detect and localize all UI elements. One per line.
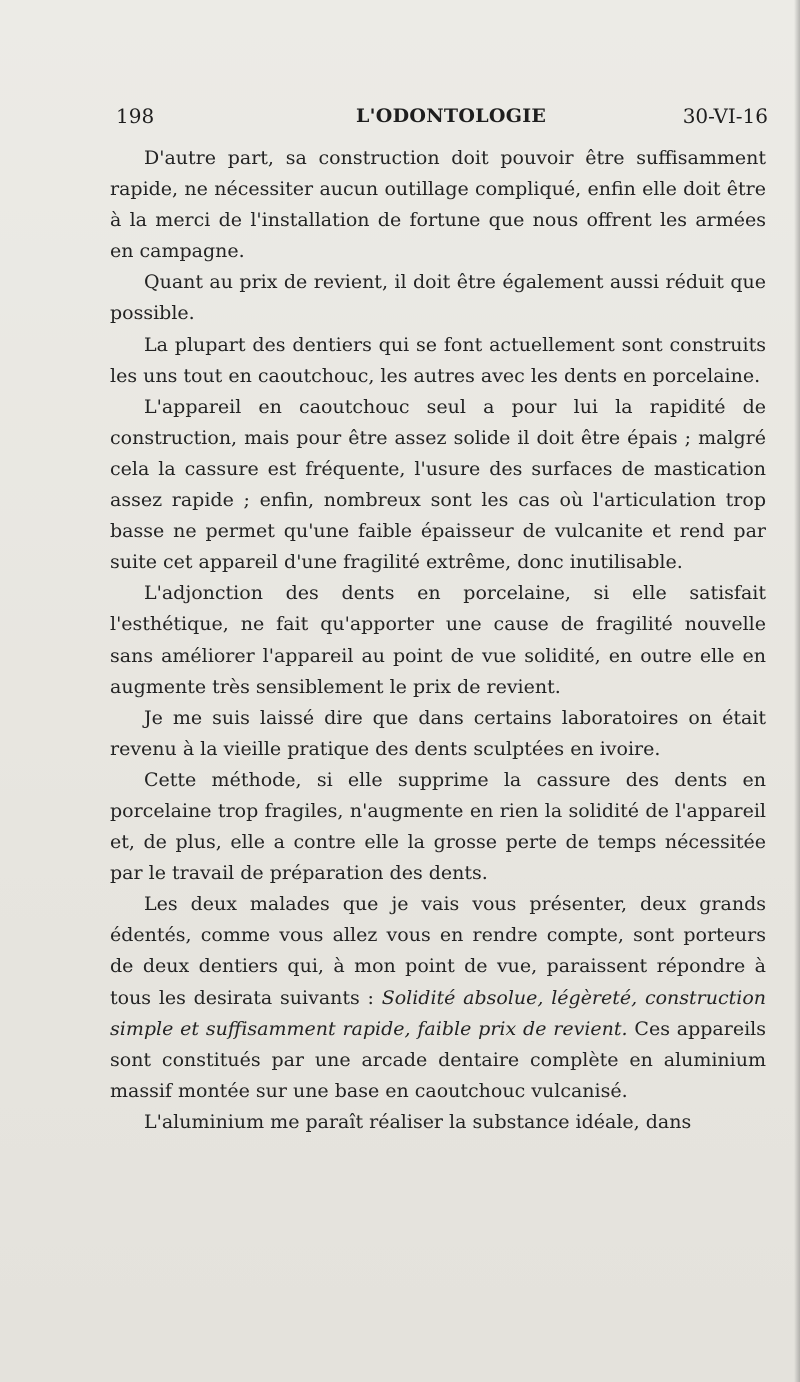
paragraph-text: Les deux malades que je vais vous présenter, deux grands édentés, comme vous allez vous en rendre compte, sont porteurs de deux dentiers qui, à mon point de vue, paraissent répondre à tous les desirata suivants : xyxy=(110,893,766,1009)
paragraph: Cette méthode, si elle supprime la cassure des dents en porcelaine trop fragiles, n'augmente en rien la solidité de l'appareil et, de plus, elle a contre elle la grosse perte de temps nécessitée par le travail de préparation des dents. xyxy=(110,768,766,885)
paragraph: D'autre part, sa construction doit pouvoir être suffisamment rapide, ne nécessiter aucun outillage compliqué, enfin elle doit être à la merci de l'installation de fortune que nous offrent les armées en campagne. xyxy=(110,147,766,263)
paragraph-text: Ces appareils sont constitués par une arcade dentaire complète en aluminium massif montée sur une base en caoutchouc vulcanisé. xyxy=(110,1017,766,1102)
paragraph-with-italics xyxy=(110,889,766,1107)
paragraph: La plupart des dentiers qui se font actuellement sont construits les uns tout en caoutchouc, les autres avec les dents en porcelaine. xyxy=(110,333,766,387)
journal-title: L'ODONTOLOGIE xyxy=(356,105,547,127)
italic-criteria: Solidité absolue, légèreté, construction simple et suffisamment rapide, faible prix de revient. xyxy=(110,986,766,1040)
page-edge-shadow xyxy=(794,0,800,1382)
paragraph: L'appareil en caoutchouc seul a pour lui la rapidité de construction, mais pour être assez solide il doit être épais ; malgré cela la cassure est fréquente, l'usure des surfaces de mastication assez rapide ; enfin, nombreux sont les cas où l'articulation trop basse ne permet qu'une faible épaisseur de vulcanite et rend par suite cet appareil d'une fragilité extrême, donc inutilisable. xyxy=(110,395,766,574)
issue-date: 30-VI-16 xyxy=(682,104,768,128)
running-header xyxy=(116,104,768,134)
page-number: 198 xyxy=(116,104,155,128)
paragraph: Je me suis laissé dire que dans certains laboratoires on était revenu à la vieille pratique des dents sculptées en ivoire. xyxy=(110,706,766,760)
paragraph: L'adjonction des dents en porcelaine, si elle satisfait l'esthétique, ne fait qu'apporter une cause de fragilité nouvelle sans améliorer l'appareil au point de vue solidité, en outre elle en augmente très sensiblement le prix de revient. xyxy=(110,582,766,698)
paragraph: Quant au prix de revient, il doit être également aussi réduit que possible. xyxy=(110,271,766,325)
paragraph: L'aluminium me paraît réaliser la substance idéale, dans xyxy=(144,1110,692,1133)
article-body xyxy=(110,143,766,1138)
